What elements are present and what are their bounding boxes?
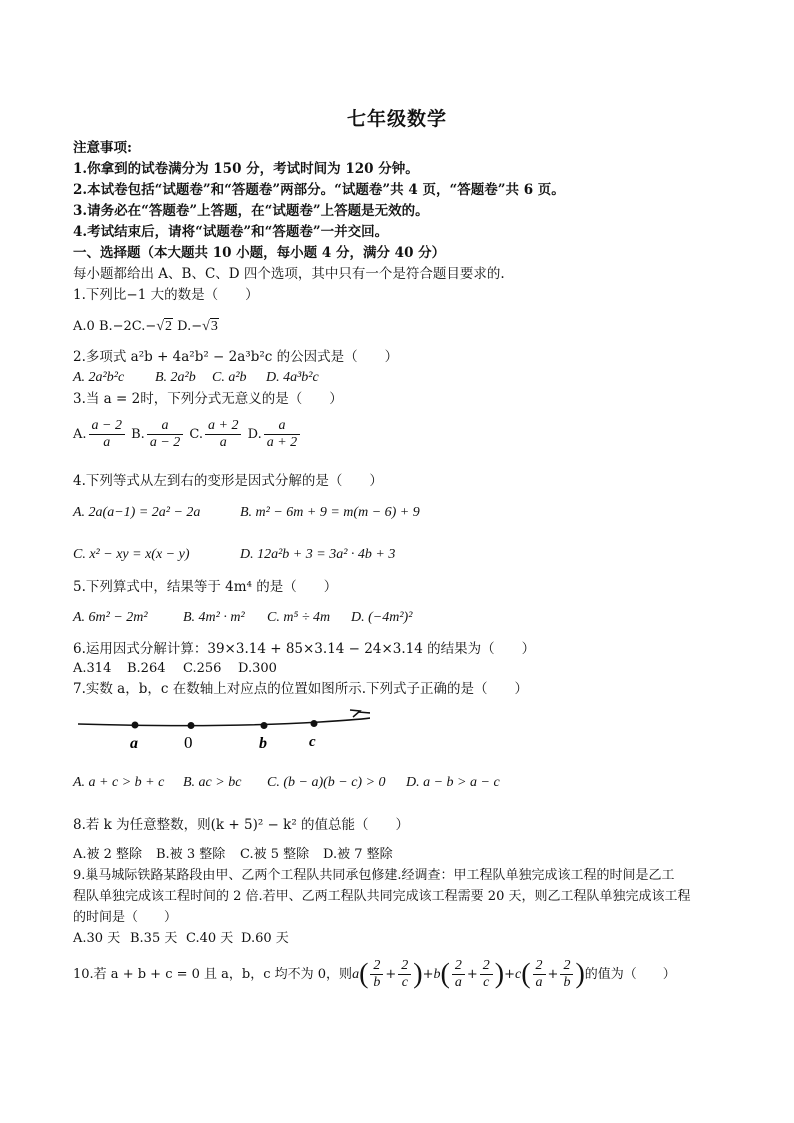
question-stem-continued: 的时间是（ ） — [73, 910, 178, 925]
q9-option-b: B.35 天 — [130, 931, 178, 946]
question-stem: 4.下列等式从左到右的变形是因式分解的是（ ） — [73, 473, 383, 489]
note-item: 3.请务必在“答题卷”上答题，在“试题卷”上答题是无效的。 — [73, 203, 429, 219]
question-stem: 7.实数 a，b，c 在数轴上对应点的位置如图所示.下列式子正确的是（ ） — [73, 681, 529, 697]
note-item: 2.本试卷包括“试题卷”和“答题卷”两部分。“试题卷”共 4 页，“答题卷”共 6 页。 — [73, 182, 565, 198]
section-heading: 一、选择题（本大题共 10 小题，每小题 4 分，满分 40 分） — [73, 245, 446, 261]
q2-option-d: D. 4a³b²c — [266, 370, 319, 385]
point-b — [261, 722, 268, 729]
section-instruction: 每小题都给出 A、B、C、D 四个选项，其中只有一个是符合题目要求的. — [73, 266, 505, 282]
number-line-axis — [78, 712, 370, 726]
page-title: 七年级数学 — [346, 108, 447, 130]
number-line-figure — [70, 702, 370, 752]
question-stem: 9.巢马城际铁路某路段由甲、乙两个工程队共同承包修建.经调查：甲工程队单独完成该工程的时间是乙工 — [73, 868, 675, 883]
q6-option-b: B.264 — [127, 661, 166, 676]
q6-option-d: D.300 — [238, 661, 277, 676]
question-stem: 2.多项式 a²b + 4a²b² − 2a³b²c 的公因式是（ ） — [73, 349, 399, 365]
q1-option-a: A.0 — [73, 319, 95, 334]
label-a: a — [130, 735, 138, 752]
q5-option-b: B. 4m² · m² — [183, 610, 245, 625]
q5-option-d: D. (−4m²)² — [351, 610, 413, 625]
question-stem: 8.若 k 为任意整数，则(k + 5)² − k² 的值总能（ ） — [73, 817, 410, 833]
q9-option-d: D.60 天 — [241, 931, 289, 946]
question-stem: 3.当 a = 2时，下列分式无意义的是（ ） — [73, 391, 343, 407]
q8-option-c: C.被 5 整除 — [240, 847, 310, 862]
q3-option-d: D. $\frac{a}{a + 2}$ — [248, 427, 303, 442]
point-a — [132, 722, 139, 729]
q6-option-a: A.314 — [73, 661, 112, 676]
q1-option-c: C.−√2 — [131, 319, 172, 334]
point-zero — [188, 722, 195, 729]
q3-options — [73, 418, 302, 451]
question-stem: 1.下列比−1 大的数是（ ） — [73, 287, 259, 303]
q4-option-c: C. x² − xy = x(x − y) — [73, 547, 190, 562]
q2-option-c: C. a²b — [212, 370, 247, 385]
q5-option-a: A. 6m² − 2m² — [73, 610, 148, 625]
q4-option-a: A. 2a(a−1) = 2a² − 2a — [73, 505, 201, 520]
note-item: 4.考试结束后，请将“试题卷”和“答题卷”一并交回。 — [73, 224, 389, 240]
q6-option-c: C.256 — [183, 661, 222, 676]
q4-option-d: D. 12a²b + 3 = 3a² · 4b + 3 — [240, 547, 396, 562]
q7-option-a: A. a + c > b + c — [73, 775, 165, 790]
q2-option-a: A. 2a²b²c — [73, 370, 125, 385]
q8-option-d: D.被 7 整除 — [323, 847, 393, 862]
q10-term-b: b — [433, 967, 441, 982]
q7-option-b: B. ac > bc — [183, 775, 242, 790]
q4-option-b: B. m² − 6m + 9 = m(m − 6) + 9 — [240, 505, 420, 520]
q10-term-c: c — [515, 967, 522, 982]
q1-options — [73, 318, 219, 336]
question-stem: 6.运用因式分解计算：39×3.14 + 85×3.14 − 24×3.14 的结果为（ ） — [73, 641, 536, 657]
q10-term-a: a — [352, 967, 360, 982]
q3-option-b: B. $\frac{a}{a - 2}$ — [131, 427, 185, 442]
q3-option-c: C. $\frac{a + 2}{a}$ — [189, 427, 243, 442]
q9-option-a: A.30 天 — [73, 931, 121, 946]
label-b: b — [259, 735, 267, 752]
q7-option-d: D. a − b > a − c — [406, 775, 500, 790]
question-stem-continued: 程队单独完成该工程时间的 2 倍.若甲、乙两工程队共同完成该工程需要 20 天，则乙工程队单独完成该工程 — [73, 889, 691, 904]
question-10: 10.若 a + b + c = 0 且 a，b，c 均不为 0，则a( $\frac{2}{b}$ + $\frac{2}{c}$ )+b( $\frac{2}{a}$ + $\frac{2}{c}$ )+c( $\frac{2}{a}$ + $\frac{2}{b}$ )的值为（ ） — [73, 958, 676, 990]
q1-option-b: B.−2 — [98, 319, 132, 334]
q8-option-b: B.被 3 整除 — [156, 847, 226, 862]
question-stem: 5.下列算式中，结果等于 4m⁴ 的是（ ） — [73, 579, 338, 595]
note-item: 1.你拿到的试卷满分为 150 分，考试时间为 120 分钟。 — [73, 161, 419, 177]
label-zero: 0 — [184, 733, 193, 752]
number-line-arrow — [350, 710, 360, 717]
q1-option-d: D.−√3 — [177, 319, 218, 334]
label-c: c — [309, 734, 316, 750]
point-c — [311, 720, 318, 727]
notes-heading: 注意事项: — [73, 140, 132, 156]
q10-suffix: 的值为（ ） — [584, 967, 676, 982]
q9-option-c: C.40 天 — [186, 931, 234, 946]
q8-option-a: A.被 2 整除 — [73, 847, 143, 862]
q5-option-c: C. m⁵ ÷ 4m — [267, 610, 331, 625]
q2-option-b: B. 2a²b — [155, 370, 196, 385]
q10-prefix: 10.若 a + b + c = 0 且 a，b，c 均不为 0，则 — [73, 967, 353, 982]
q7-option-c: C. (b − a)(b − c) > 0 — [267, 775, 386, 790]
q3-option-a: A. $\frac{a - 2}{a}$ — [73, 427, 127, 442]
